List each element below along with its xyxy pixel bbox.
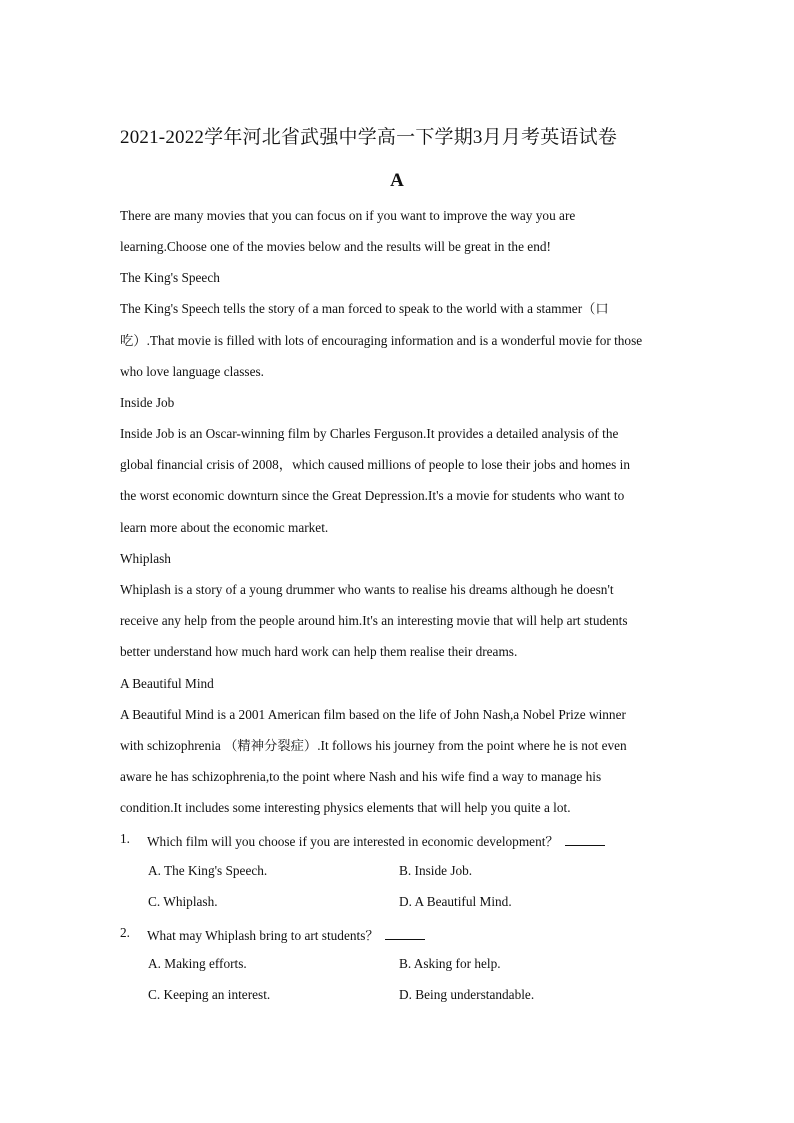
q1-option-a[interactable]: A. The King's Speech. — [148, 863, 268, 878]
q2-option-d[interactable]: D. Being understandable. — [399, 987, 535, 1002]
passage-line: Inside Job is an Oscar-winning film by Charles Ferguson.It provides a detailed analysis of the — [120, 426, 619, 441]
passage-line: better understand how much hard work can help them realise their dreams. — [120, 644, 518, 659]
passage-line: 吃）.That movie is filled with lots of encouraging information and is a wonderful movie for those — [120, 333, 643, 348]
q1-option-b[interactable]: B. Inside Job. — [399, 863, 473, 878]
movie-heading-kings-speech: The King's Speech — [120, 270, 220, 285]
movie-heading-whiplash: Whiplash — [120, 551, 171, 566]
passage-line: with schizophrenia （精神分裂症）.It follows his journey from the point where he is not even — [120, 738, 627, 753]
question-text: What may Whiplash bring to art students？ — [147, 928, 379, 943]
passage-line: condition.It includes some interesting physics elements that will help you quite a lot. — [120, 800, 571, 815]
passage-line: The King's Speech tells the story of a man forced to speak to the world with a stammer（口 — [120, 301, 609, 316]
exam-title: 2021-2022学年河北省武强中学高一下学期3月月考英语试卷 — [120, 127, 618, 148]
question-number: 2. — [120, 925, 130, 940]
q1-option-c[interactable]: C. Whiplash. — [148, 894, 218, 909]
answer-blank[interactable] — [565, 833, 605, 846]
passage-line: There are many movies that you can focus on if you want to improve the way you are — [120, 208, 576, 223]
q2-option-a[interactable]: A. Making efforts. — [148, 956, 247, 971]
q1-option-d[interactable]: D. A Beautiful Mind. — [399, 894, 512, 909]
passage-line: global financial crisis of 2008，which caused millions of people to lose their jobs and homes in — [120, 457, 630, 472]
question-1 — [147, 831, 605, 850]
passage-line: A Beautiful Mind is a 2001 American film based on the life of John Nash,a Nobel Prize winner — [120, 707, 626, 722]
passage-line: receive any help from the people around him.It's an interesting movie that will help art students — [120, 613, 628, 628]
passage-line: aware he has schizophrenia,to the point where Nash and his wife find a way to manage his — [120, 769, 602, 784]
passage-line: who love language classes. — [120, 364, 265, 379]
section-heading: A — [390, 170, 404, 191]
question-text: Which film will you choose if you are interested in economic development？ — [147, 834, 559, 849]
passage-line: the worst economic downturn since the Great Depression.It's a movie for students who want to — [120, 488, 625, 503]
movie-heading-beautiful-mind: A Beautiful Mind — [120, 676, 214, 691]
question-number: 1. — [120, 831, 130, 846]
q2-option-b[interactable]: B. Asking for help. — [399, 956, 501, 971]
movie-heading-inside-job: Inside Job — [120, 395, 175, 410]
question-2 — [147, 925, 425, 944]
passage-line: Whiplash is a story of a young drummer who wants to realise his dreams although he doesn't — [120, 582, 614, 597]
q2-option-c[interactable]: C. Keeping an interest. — [148, 987, 271, 1002]
passage-line: learning.Choose one of the movies below and the results will be great in the end! — [120, 239, 551, 254]
answer-blank[interactable] — [385, 927, 425, 940]
passage-line: learn more about the economic market. — [120, 520, 329, 535]
